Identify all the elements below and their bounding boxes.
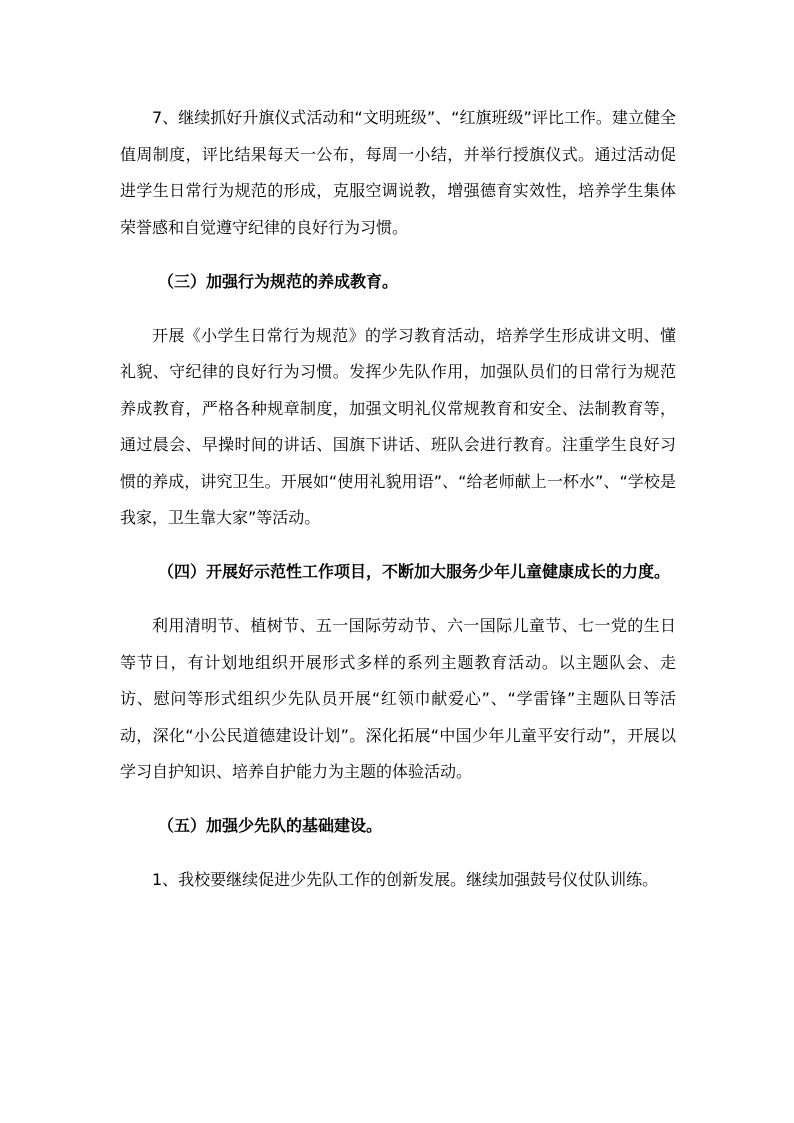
section-heading-3: （三）加强行为规范的养成教育。 [158,271,399,291]
paragraph-behavior-norms: 开展《小学生日常行为规范》的学习教育活动，培养学生形成讲文明、懂礼貌、守纪律的良好行为习惯。发挥少先队作用，加强队员们的日常行为规范养成教育，严格各种规章制度，加强文明礼仪常规教育和安全、法制教育等，通过晨会、早操时间的讲话、国旗下讲话、班队会进行教育。注重学生良好习惯的养成，讲究卫生。开展如“使用礼貌用语”、“给老师献上一杯水”、“学校是我家，卫生靠大家”等活动。 [120,325,676,527]
section-heading-5: （五）加强少先队的基础建设。 [158,816,383,835]
paragraph-item-1: 1、我校要继续促进少先队工作的创新发展。继续加强鼓号仪仗队训练。 [152,870,659,889]
paragraph-item-7: 7、继续抓好升旗仪式活动和“文明班级”、“红旗班级”评比工作。建立健全值周制度，评比结果每天一公布，每周一小结，并举行授旗仪式。通过活动促进学生日常行为规范的形成，克服空调说教，增强德育实效性，培养学生集体荣誉感和自觉遵守纪律的良好行为习惯。 [120,108,676,237]
paragraph-theme-activities: 利用清明节、植树节、五一国际劳动节、六一国际儿童节、七一党的生日等节日，有计划地组织开展形式多样的系列主题教育活动。以主题队会、走访、慰问等形式组织少先队员开展“红领巾献爱心”、“学雷锋”主题队日等活动，深化“小公民道德建设计划”。深化拓展“中国少年儿童平安行动”，开展以学习自护知识、培养自护能力为主题的体验活动。 [120,616,676,781]
document-body [120,100,676,916]
section-heading-4: （四）开展好示范性工作项目，不断加大服务少年儿童健康成长的力度。 [158,562,671,581]
